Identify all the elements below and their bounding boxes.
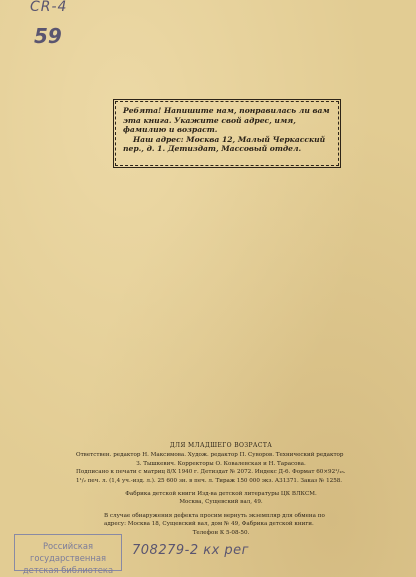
handwritten-number: 59 [34,24,62,48]
age-group-heading: ДЛЯ МЛАДШЕГО ВОЗРАСТА [169,442,273,449]
editors-line-1: Ответствен. редактор Н. Максимова. Худож. редактор П. Суворов. Технический редактор [76,452,344,459]
defect-notice-line-2: адресу: Москва 18, Сущевский вал, дом № 49, Фабрика детской книги. [104,521,314,528]
factory-line-1: Фабрика детской книги Изд-ва детской литературы ЦК ВЛКСМ. [125,491,317,498]
defect-notice-line-1: В случае обнаружения дефекта просим вернуть экземпляр для обмена по [104,512,325,519]
publisher-address: Наш адрес: Москва 12, Малый Черкасский пер., д. 1. Детиздат, Массовый отдел. [123,134,326,154]
library-stamp [14,534,122,575]
print-line-1: Подписано к печати с матриц 8/X 1940 г. Детиздат № 2072. Индекс Д-6. Формат 60×92¹/₁₆. [76,469,346,476]
handwritten-inventory-number: 708279-2 кх рег [132,543,249,558]
print-line-2: 1¹/₂ печ. л. (1,4 уч.-изд. л.). 25 600 зн. в печ. л. Тираж 150 000 экз. А31371. Заказ № 1258. [76,477,343,484]
factory-line-2: Москва, Сущевский вал, 49. [179,499,263,506]
invitation-text: Ребята! Напишите нам, понравилась ли вам эта книга. Укажите свой адрес, имя, фамилию и возраст. [123,106,330,135]
handwritten-code: CR-4 [30,0,68,15]
stamp-line-1: Российская государственная [29,541,107,563]
imprint-block [76,442,366,537]
stamp-line-2: детская библиотека [22,565,114,575]
defect-notice-phone: Телефон К 5-08-50. [192,529,250,536]
reader-invitation-box [115,101,339,166]
editors-line-2: З. Тышкевич. Корректоры О. Ковалевская и Н. Тарасова. [136,460,306,467]
